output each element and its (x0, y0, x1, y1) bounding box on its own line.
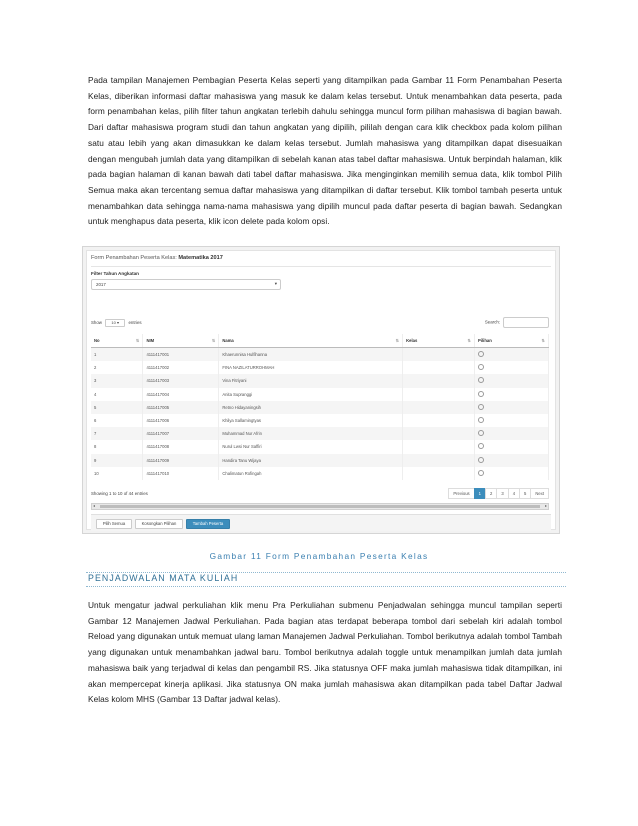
page-3[interactable]: 3 (496, 488, 508, 499)
select-checkbox[interactable] (478, 377, 484, 383)
select-all-button[interactable]: Pilih Semua (96, 519, 132, 529)
filter-label: Filter Tahun Angkatan (91, 271, 139, 276)
table-row: 2 4111417002 FINA NAZILATURROHMAH (91, 361, 549, 374)
scroll-left-icon[interactable]: ◂ (93, 503, 96, 508)
horizontal-scrollbar[interactable] (91, 503, 549, 510)
select-checkbox[interactable] (478, 430, 484, 436)
select-checkbox[interactable] (478, 417, 484, 423)
action-bar (91, 514, 551, 531)
show-label: Show (91, 320, 102, 326)
form-panel (86, 250, 556, 530)
divider (91, 266, 551, 267)
sort-icon: ⇅ (135, 338, 140, 343)
column-header-pilihan[interactable]: Pilihan ⇅ (475, 334, 549, 348)
student-table (91, 334, 549, 480)
page-previous[interactable]: Previous (448, 488, 474, 499)
entries-select[interactable]: 10 ▾ (105, 319, 125, 327)
sort-icon: ⇅ (541, 338, 545, 343)
column-header-nama[interactable]: Nama ⇅ (219, 334, 403, 348)
clear-selection-button[interactable]: Kosongkan Pilihan (135, 519, 183, 529)
table-row: 8 4111417008 Nurul Lwsi Nur Saffiri (91, 440, 549, 453)
heading-rule-bottom (86, 586, 566, 587)
show-entries (91, 319, 142, 327)
scroll-thumb[interactable] (100, 505, 540, 508)
pagination (449, 488, 549, 499)
entries-label: entries (128, 320, 142, 326)
intro-paragraph: Pada tampilan Manajemen Pembagian Peserta Kelas seperti yang ditampilkan pada Gambar 11 Form Penambahan Peserta Kelas, diberikan informasi daftar mahasiswa yang masuk ke dalam kelas tersebut. Untuk menambahkan data peserta, pada form penambahan kelas, pilih filter tahun angkatan terlebih dahulu sehingga muncul form pilihan mahasiswa di bagian bawah. Dari daftar mahasiswa program studi dan tahun angkatan yang dipilih, pililah dengan cara klik checkbox pada kolom pilihan satu atau lebih yang akan dimasukkan ke dalam kelas tersebut. Jumlah mahasiswa yang ditampilkan dapat disesuaikan dengan mengubah jumlah data yang ditampilkan di sebelah kanan atas tabel daftar mahasiswa. Untuk berpindah halaman, klik pada bagian halaman di kanan bawah dati tabel daftar mahasiswa. Jika menginginkan memilih semua data, klik tombol Pilih Semua maka akan tercentang semua daftar mahasiswa yang ditampilkan di daftar tersebut. Klik tombol tambah peserta untuk menambahkan data sehingga nama-nama mahasiswa yang dipilih muncul pada daftar peserta di bagian bawah. Sedangkan untuk menghapus data peserta, klik icon delete pada kolom opsi. (88, 75, 562, 227)
select-checkbox[interactable] (478, 364, 484, 370)
table-info: Showing 1 to 10 of 44 entries (91, 491, 148, 496)
search-input[interactable] (503, 317, 549, 328)
form-title (91, 255, 223, 261)
section-heading: PENJADWALAN MATA KULIAH (88, 573, 239, 583)
figure-caption: Gambar 11 Form Penambahan Peserta Kelas (209, 551, 429, 561)
table-row: 1 4111417001 Khaerunnisa Hulfihanna (91, 348, 549, 362)
table-row: 7 4111417007 Muhammad Nur Afrin (91, 427, 549, 440)
table-row: 3 4111417003 Vina Fitriyani (91, 374, 549, 387)
sort-icon: ⇅ (211, 338, 216, 343)
select-checkbox[interactable] (478, 351, 484, 357)
form-title-prefix: Form Penambahan Peserta Kelas: (91, 255, 179, 261)
page-4[interactable]: 4 (508, 488, 520, 499)
table-header-row (91, 334, 549, 348)
search-label: Search: (484, 319, 500, 325)
table-row: 5 4111417005 Retno Hidayaningsih (91, 401, 549, 414)
column-header-kelas[interactable]: Kelas ⇅ (403, 334, 475, 348)
column-header-nim[interactable]: NIM ⇅ (143, 334, 219, 348)
column-header-no[interactable]: No ⇅ (91, 334, 143, 348)
filter-year-value: 2017 (96, 282, 106, 287)
page-2[interactable]: 2 (485, 488, 497, 499)
page-1[interactable]: 1 (474, 488, 486, 499)
table-row: 4 4111417004 Anita Supranggi (91, 388, 549, 401)
form-title-class: Matematika 2017 (178, 255, 223, 261)
chevron-down-icon: ▾ (274, 281, 277, 286)
schedule-paragraph: Untuk mengatur jadwal perkuliahan klik menu Pra Perkuliahan submenu Penjadwalan sehingga muncul tampilan seperti Gambar 12 Manajemen Jadwal Perkuliahan. Pada bagian atas terdapat beberapa tombol dari sebelah kiri adalah tombol Reload yang digunakan untuk memuat ulang laman Manajemen Jadwal Perkuliahan. Tombol berikutnya adalah tombol Tambah yang digunakan untuk menambahkan jadwal baru. Tombol berikutnya adalah toggle untuk menampilkan jumlah data jumlah mahasiswa baik yang terjadwal di kelas dan pengambil RS. Jika statusnya OFF maka jumlah mahasiswa tidak ditampilkan, ini akan mempercepat kinerja aplikasi. Jika statusnya ON maka jumlah mahasiswa akan ditampilkan pada tabel Daftar Jadwal Kelas kolom MHS (Gambar 13 Daftar jadwal kelas). (88, 600, 562, 705)
screenshot-figure (82, 246, 560, 534)
scroll-right-icon[interactable]: ▸ (544, 503, 547, 508)
select-checkbox[interactable] (478, 443, 484, 449)
entries-value: 10 (111, 320, 116, 325)
page-5[interactable]: 5 (519, 488, 531, 499)
table-row: 9 4111417009 Handira Tanu Wijaya (91, 454, 549, 467)
select-checkbox[interactable] (478, 470, 484, 476)
table-row: 10 4111417010 Chalimatun Rofingah (91, 467, 549, 480)
search-box (485, 317, 549, 328)
select-checkbox[interactable] (478, 391, 484, 397)
sort-icon: ⇅ (467, 338, 472, 343)
select-checkbox[interactable] (478, 404, 484, 410)
page-next[interactable]: Next (530, 488, 549, 499)
select-checkbox[interactable] (478, 457, 484, 463)
sort-icon: ⇅ (395, 338, 400, 343)
filter-year-select[interactable] (91, 279, 281, 290)
table-row: 6 4111417006 Khilya Sallamingtyas (91, 414, 549, 427)
add-participant-button[interactable]: Tambah Peserta (186, 519, 230, 529)
